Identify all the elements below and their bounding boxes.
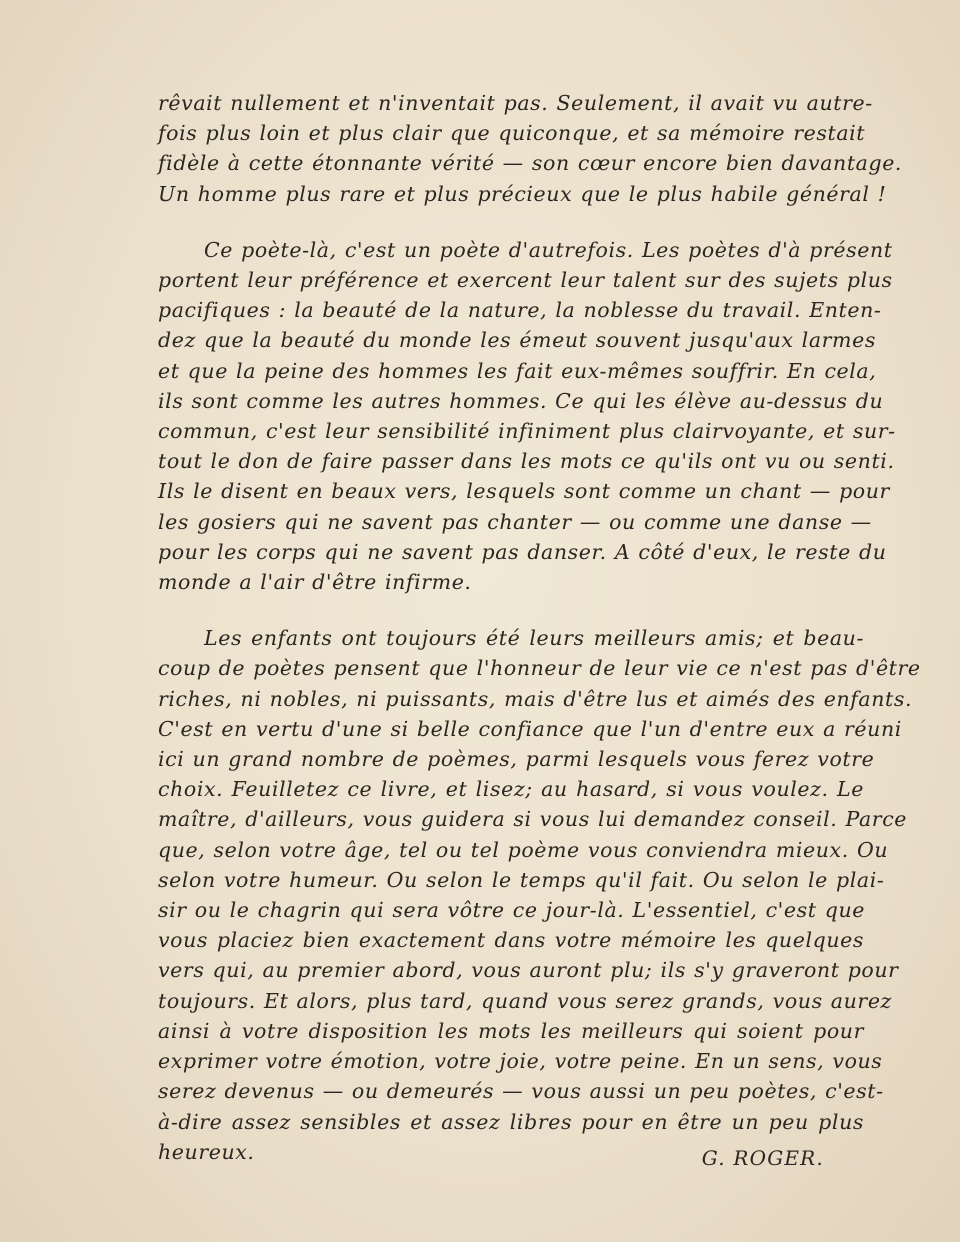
text-line: choix. Feuilletez ce livre, et lisez; au hasard, si vous voulez. Le — [158, 777, 864, 802]
text-line: Ils le disent en beaux vers, lesquels sont comme un chant — pour — [158, 479, 890, 504]
text-line: ils sont comme les autres hommes. Ce qui les élève au-dessus du — [158, 388, 884, 413]
text-line: fois plus loin et plus clair que quiconque, et sa mémoire restait — [158, 121, 866, 146]
text-line: serez devenus — ou demeurés — vous aussi un peu poètes, c'est- — [158, 1079, 884, 1104]
text-line: ici un grand nombre de poèmes, parmi lesquels vous ferez votre — [158, 747, 875, 772]
text-line: Ce poète-là, c'est un poète d'autrefois. Les poètes d'à présent — [204, 237, 893, 262]
text-line: pour les corps qui ne savent pas danser. A côté d'eux, le reste du — [158, 539, 887, 564]
text-line: vers qui, au premier abord, vous auront plu; ils s'y graveront pour — [158, 958, 899, 983]
text-line: C'est en vertu d'une si belle confiance que l'un d'entre eux a réuni — [158, 716, 902, 741]
text-line: portent leur préférence et exercent leur talent sur des sujets plus — [158, 268, 893, 293]
body-text — [158, 88, 921, 1167]
text-line: rêvait nullement et n'inventait pas. Seulement, il avait vu autre- — [158, 91, 873, 115]
text-line: sir ou le chagrin qui sera vôtre ce jour-là. L'essentiel, c'est que — [158, 898, 865, 923]
text-line: coup de poètes pensent que l'honneur de leur vie ce n'est pas d'être — [158, 656, 921, 681]
text-line: que, selon votre âge, tel ou tel poème vous conviendra mieux. Ou — [158, 837, 889, 862]
text-line: pacifiques : la beauté de la nature, la noblesse du travail. Enten- — [158, 298, 882, 323]
text-line: Les enfants ont toujours été leurs meilleurs amis; et beau- — [204, 626, 864, 651]
text-line: commun, c'est leur sensibilité infiniment plus clairvoyante, et sur- — [158, 419, 896, 444]
author-signature: G. ROGER. — [701, 1146, 824, 1170]
text-line: les gosiers qui ne savent pas chanter — ou comme une danse — — [158, 509, 872, 534]
text-line: exprimer votre émotion, votre joie, votre peine. En un sens, vous — [158, 1049, 883, 1074]
text-line: vous placiez bien exactement dans votre mémoire les quelques — [158, 928, 864, 953]
paragraph-2 — [158, 235, 896, 597]
text-line: selon votre humeur. Ou selon le temps qu'il fait. Ou selon le plai- — [158, 867, 885, 892]
text-line: monde a l'air d'être infirme. — [158, 570, 472, 595]
text-line: fidèle à cette étonnante vérité — son cœur encore bien davantage. — [158, 151, 903, 176]
text-line: ainsi à votre disposition les mots les meilleurs qui soient pour — [158, 1018, 864, 1043]
text-line: dez que la beauté du monde les émeut souvent jusqu'aux larmes — [158, 328, 876, 353]
text-line: toujours. Et alors, plus tard, quand vous serez grands, vous aurez — [158, 988, 892, 1013]
text-line: à-dire assez sensibles et assez libres pour en être un peu plus — [158, 1109, 864, 1134]
text-line: riches, ni nobles, ni puissants, mais d'être lus et aimés des enfants. — [158, 686, 913, 711]
paragraph-1 — [158, 88, 903, 209]
text-line: heureux. — [158, 1139, 255, 1164]
text-line: maître, d'ailleurs, vous guidera si vous lui demandez conseil. Parce — [158, 807, 908, 832]
text-line: Un homme plus rare et plus précieux que le plus habile général ! — [158, 181, 887, 206]
paragraph-3 — [158, 623, 921, 1167]
text-line: tout le don de faire passer dans les mots ce qu'ils ont vu ou senti. — [158, 449, 895, 474]
text-line: et que la peine des hommes les fait eux-mêmes souffrir. En cela, — [158, 358, 877, 383]
